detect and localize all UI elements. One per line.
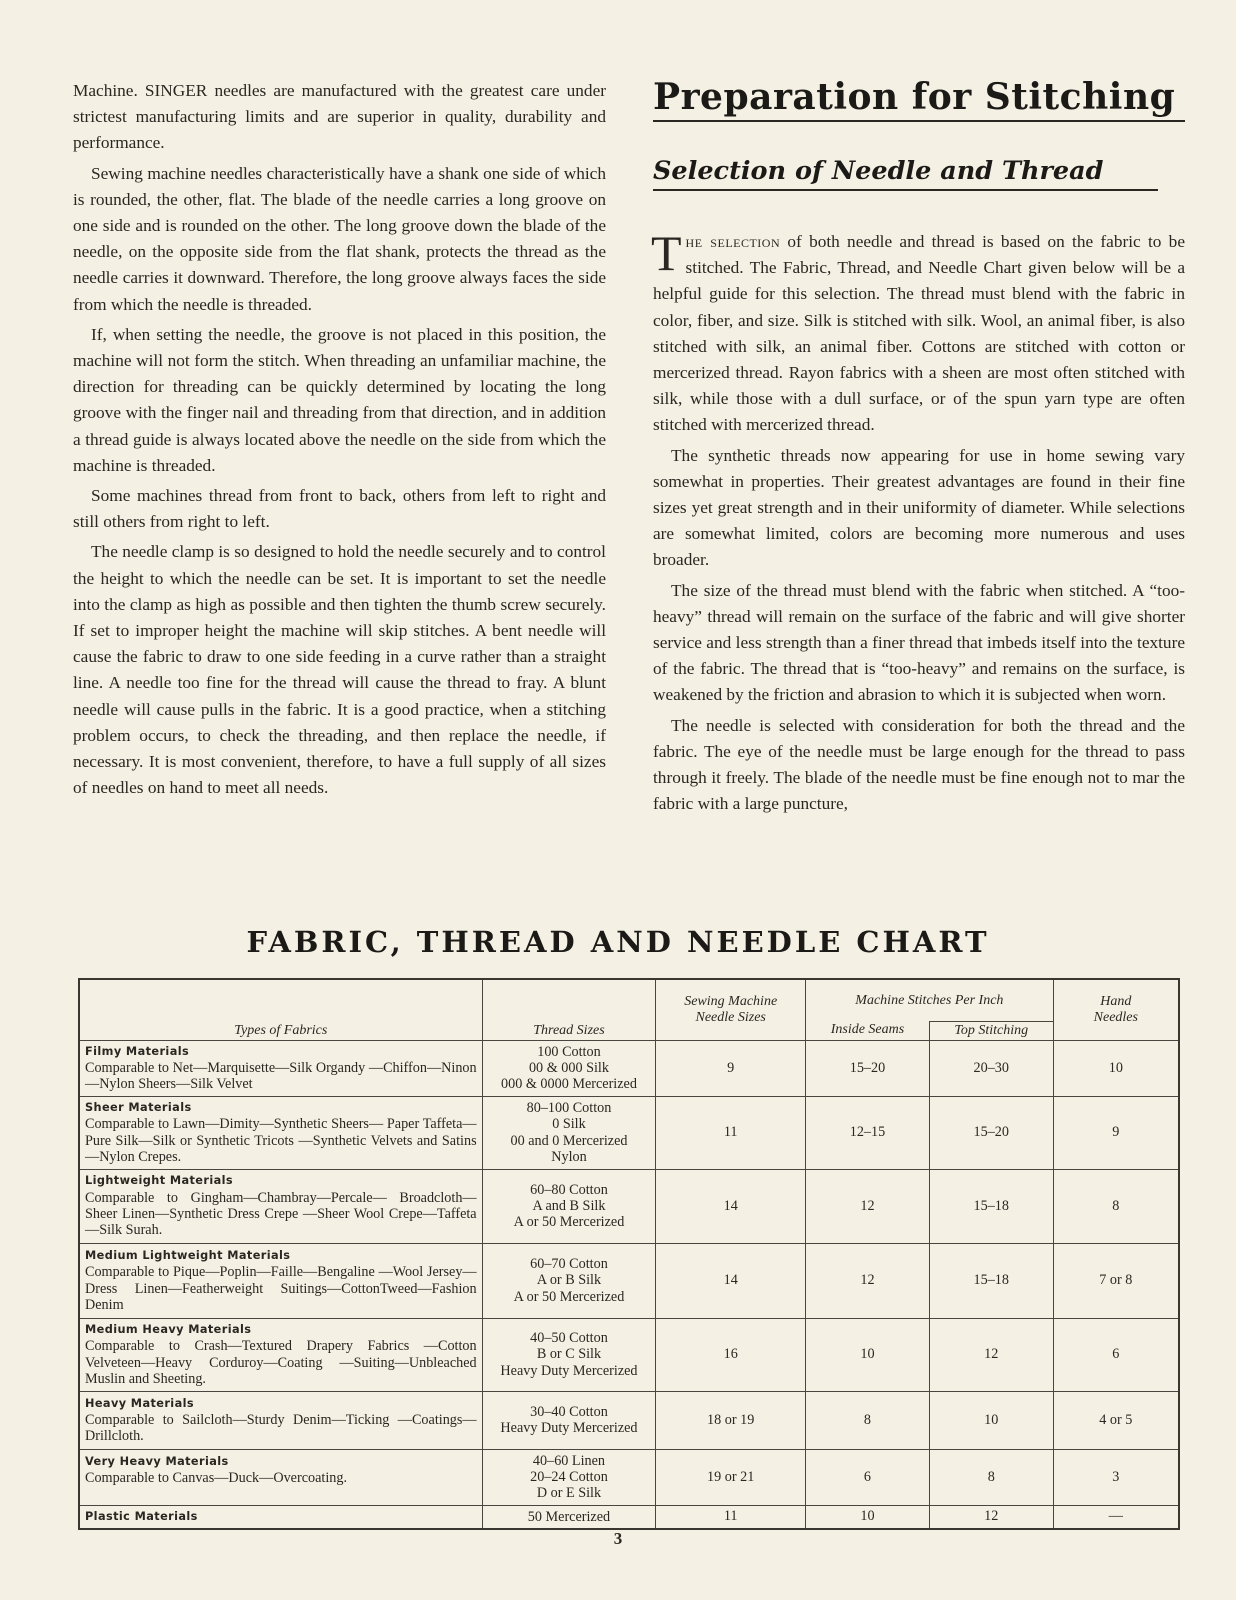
thread-line: 20–24 Cotton [530, 1468, 608, 1485]
right-column [653, 77, 1185, 821]
inside-cell: 15–20 [806, 1040, 930, 1096]
top-cell: 12 [929, 1318, 1053, 1391]
thread-cell [482, 1096, 656, 1169]
fabric-thread-needle-table [78, 978, 1180, 1530]
hand-cell: 10 [1053, 1040, 1179, 1096]
needle-cell: 11 [656, 1096, 806, 1169]
header-top: Top Stitching [929, 1021, 1053, 1040]
hand-cell: 6 [1053, 1318, 1179, 1391]
paragraph: The needle clamp is so designed to hold the needle securely and to control the height to which the needle can be set. It is important to set the needle into the clamp as high as possible and then tighten the thumb screw securely. If set to improper height the machine will skip stitches. A bent needle will cause the fabric to draw to one side feeding in a curve rather than a straight line. A needle too fine for the thread will cause the thread to fray. A blunt needle will cause pulls in the fabric. It is a good practice, when a stitching problem occurs, to check the threading, and then replace the needle, if necessary. It is most convenient, therefore, to have a full supply of all sizes of needles on hand to meet all needs. [73, 542, 606, 798]
hand-cell: — [1053, 1505, 1179, 1529]
top-cell: 15–18 [929, 1169, 1053, 1243]
thread-cell [482, 1449, 656, 1505]
thread-line: B or C Silk [536, 1346, 602, 1363]
hand-cell: 8 [1053, 1169, 1179, 1243]
top-cell: 15–18 [929, 1243, 1053, 1318]
thread-line: 000 & 0000 Mercerized [501, 1076, 637, 1093]
fabric-cell [79, 1505, 482, 1529]
thread-cell [482, 1505, 656, 1529]
top-cell: 15–20 [929, 1096, 1053, 1169]
thread-line: D or E Silk [536, 1485, 602, 1502]
inside-cell: 8 [806, 1391, 930, 1449]
hand-cell: 9 [1053, 1096, 1179, 1169]
needle-cell: 14 [656, 1169, 806, 1243]
header-needle-line1: Sewing Machine [684, 993, 778, 1009]
header-inside: Inside Seams [806, 1021, 930, 1040]
chart-title: FABRIC, THREAD AND NEEDLE CHART [246, 925, 990, 959]
thread-cell [482, 1040, 656, 1096]
header-types: Types of Fabrics [79, 979, 482, 1040]
needle-cell: 9 [656, 1040, 806, 1096]
section-heading: Preparation for Stitching [653, 76, 1176, 118]
fabric-desc: Comparable to Lawn—Dimity—Synthetic Sheers— Paper Taffeta—Pure Silk—Silk or Synthetic Tricots —Synthetic Velvets and Satins—Nylon Crepes. [85, 1116, 477, 1165]
paragraph-rest: of both needle and thread is based on the fabric to be stitched. The Fabric, Thread, and Needle Chart given below will be a helpful guide for this selection. The thread must blend with the fabric in color, fiber, and size. Silk is stitched with silk. Wool, an animal fiber, is also stitched with silk, an animal fiber. Cottons are stitched with cotton or mercerized thread. Rayon fabrics with a sheen are most often stitched with silk, while those with a dull surface, or of the spun yarn type are often stitched with mercerized thread. [653, 232, 1185, 435]
top-cell: 20–30 [929, 1040, 1053, 1096]
table-row [79, 1449, 1179, 1505]
top-cell: 8 [929, 1449, 1053, 1505]
fabric-category: Lightweight Materials [85, 1174, 234, 1188]
needle-cell: 16 [656, 1318, 806, 1391]
fabric-category: Medium Heavy Materials [85, 1322, 252, 1336]
thread-line: A or 50 Mercerized [513, 1214, 625, 1231]
small-caps-lead: he selection [685, 232, 781, 251]
thread-cell [482, 1243, 656, 1318]
thread-line: A or B Silk [536, 1272, 602, 1289]
header-hand-line2: Needles [1093, 1009, 1138, 1025]
fabric-cell [79, 1391, 482, 1449]
thread-line: Nylon [551, 1148, 587, 1165]
inside-cell: 10 [806, 1505, 930, 1529]
thread-cell [482, 1169, 656, 1243]
hand-cell: 7 or 8 [1053, 1243, 1179, 1318]
thread-cell [482, 1391, 656, 1449]
thread-line: 60–80 Cotton [530, 1181, 608, 1198]
paragraph: Machine. SINGER needles are manufactured with the greatest care under strictest manufacturing limits and are superior in quality, durability and performance. [73, 81, 606, 153]
fabric-desc: Comparable to Canvas—Duck—Overcoating. [85, 1469, 348, 1486]
drop-cap: T [651, 225, 682, 281]
table-row [79, 1391, 1179, 1449]
table-row [79, 1243, 1179, 1318]
inside-cell: 10 [806, 1318, 930, 1391]
subsection-heading: Selection of Needle and Thread [653, 156, 1104, 186]
fabric-cell [79, 1243, 482, 1318]
paragraph: Sewing machine needles characteristically have a shank one side of which is rounded, the other, flat. The blade of the needle carries a long groove on one side and is rounded on the other. The long groove down the blade of the needle, on the opposite side from the flat shank, protects the thread as the needle carries it downward. Therefore, the long groove always faces the side from which the needle is threaded. [73, 163, 606, 314]
left-column [73, 78, 606, 805]
header-thread: Thread Sizes [482, 979, 656, 1040]
thread-line: Heavy Duty Mercerized [500, 1420, 638, 1436]
fabric-desc: Comparable to Sailcloth—Sturdy Denim—Ticking —Coatings—Drillcloth. [85, 1411, 477, 1445]
fabric-category: Sheer Materials [85, 1100, 192, 1114]
heading-rule [653, 120, 1185, 122]
paragraph: The size of the thread must blend with the fabric when stitched. A “too-heavy” thread will remain on the surface of the fabric and will give shorter service and less strength than a finer thread that imbeds itself into the texture of the fabric. The thread that is “too-heavy” and remains on the surface, is weakened by the friction and abrasion to which it is subjected when worn. [653, 580, 1185, 705]
needle-cell: 14 [656, 1243, 806, 1318]
hand-cell: 3 [1053, 1449, 1179, 1505]
fabric-cell [79, 1318, 482, 1391]
fabric-category: Heavy Materials [85, 1396, 194, 1410]
header-stitches: Machine Stitches Per Inch [806, 979, 1054, 1021]
fabric-cell [79, 1169, 482, 1243]
thread-line: 80–100 Cotton [526, 1099, 612, 1116]
fabric-category: Medium Lightweight Materials [85, 1248, 291, 1262]
thread-line: 60–70 Cotton [530, 1256, 608, 1273]
paragraph: Some machines thread from front to back, others from left to right and still others from right to left. [73, 486, 606, 532]
thread-line: 50 Mercerized [527, 1508, 611, 1525]
table-row [79, 1169, 1179, 1243]
fabric-desc: Comparable to Pique—Poplin—Faille—Bengaline —Wool Jersey—Dress Linen—Featherweight Suitings—CottonTweed—Fashion Denim [85, 1264, 477, 1313]
thread-line: 0 Silk [552, 1116, 586, 1133]
thread-line: A and B Silk [532, 1197, 606, 1214]
header-needle [656, 979, 806, 1040]
fabric-cell [79, 1096, 482, 1169]
subheading-rule [653, 189, 1158, 191]
thread-line: 100 Cotton [537, 1043, 601, 1060]
needle-cell: 11 [656, 1505, 806, 1529]
fabric-category: Plastic Materials [85, 1509, 198, 1523]
paragraph: The needle is selected with consideration for both the thread and the fabric. The eye of the needle must be large enough for the thread to pass through it freely. The blade of the needle must be fine enough not to mar the fabric with a large puncture, [653, 715, 1185, 814]
top-cell: 10 [929, 1391, 1053, 1449]
inside-cell: 12 [806, 1169, 930, 1243]
header-hand [1053, 979, 1179, 1040]
table-row [79, 1040, 1179, 1096]
header-hand-line1: Hand [1100, 993, 1132, 1009]
top-cell: 12 [929, 1505, 1053, 1529]
table-row [79, 1505, 1179, 1529]
fabric-desc: Comparable to Gingham—Chambray—Percale— Broadcloth—Sheer Linen—Synthetic Dress Crepe —Sheer Wool Crepe—Taffeta—Silk Surah. [85, 1189, 477, 1239]
fabric-category: Filmy Materials [85, 1044, 190, 1058]
thread-line: 30–40 Cotton [530, 1403, 608, 1420]
page-number: 3 [613, 1529, 623, 1548]
fabric-cell [79, 1449, 482, 1505]
thread-line: 40–60 Linen [532, 1452, 606, 1469]
thread-cell [482, 1318, 656, 1391]
table-row [79, 1096, 1179, 1169]
table-row [79, 1318, 1179, 1391]
inside-cell: 12 [806, 1243, 930, 1318]
fabric-desc: Comparable to Net—Marquisette—Silk Organdy —Chiffon—Ninon—Nylon Sheers—Silk Velvet [85, 1059, 477, 1093]
needle-cell: 19 or 21 [656, 1449, 806, 1505]
thread-line: 40–50 Cotton [530, 1330, 608, 1347]
fabric-desc: Comparable to Crash—Textured Drapery Fabrics —Cotton Velveteen—Heavy Corduroy—Coating —Suiting—Unbleached Muslin and Sheeting. [85, 1338, 477, 1387]
hand-cell: 4 or 5 [1053, 1391, 1179, 1449]
inside-cell: 6 [806, 1449, 930, 1505]
thread-line: 00 and 0 Mercerized [510, 1132, 628, 1149]
fabric-category: Very Heavy Materials [85, 1454, 229, 1468]
thread-line: 00 & 000 Silk [528, 1059, 609, 1076]
thread-line: Heavy Duty Mercerized [500, 1362, 638, 1379]
right-body [651, 225, 1185, 817]
paragraph: If, when setting the needle, the groove is not placed in this position, the machine will not form the stitch. When threading an unfamiliar machine, the direction for threading can be quickly determined by locating the long groove with the finger nail and threading from that direction, and in addition a thread guide is always located above the needle on the side from which the machine is threaded. [73, 324, 606, 475]
thread-line: A or 50 Mercerized [513, 1288, 625, 1305]
fabric-cell [79, 1040, 482, 1096]
paragraph: The synthetic threads now appearing for use in home sewing vary somewhat in properties. Their greatest advantages are found in their fine sizes yet great strength and in their uniformity of diameter. While selections are somewhat limited, colors are becoming more numerous and uses broader. [653, 445, 1185, 570]
header-needle-line2: Needle Sizes [695, 1009, 766, 1025]
needle-cell: 18 or 19 [656, 1391, 806, 1449]
inside-cell: 12–15 [806, 1096, 930, 1169]
paragraph [651, 225, 1185, 439]
